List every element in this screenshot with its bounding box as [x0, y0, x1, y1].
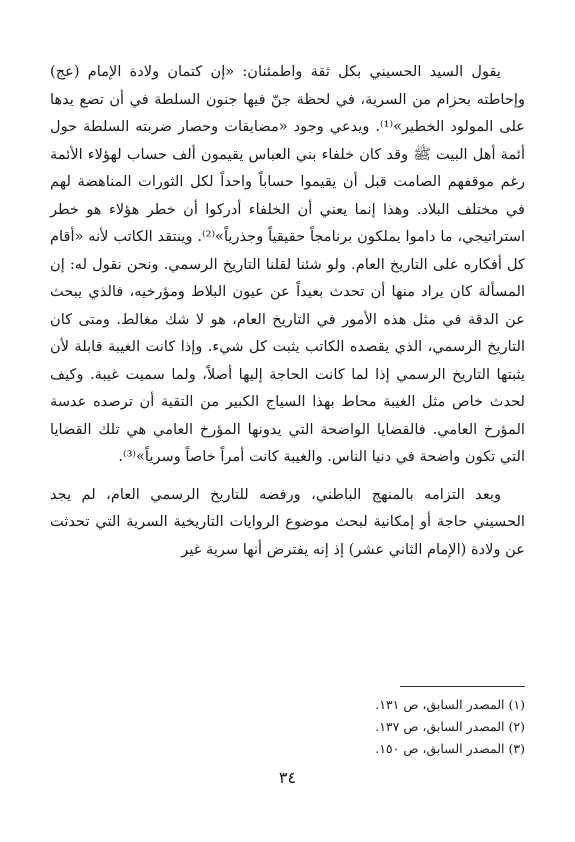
paragraph-1: يقول السيد الحسيني بكل ثقة واطمئنان: «إن كتمان ولادة الإمام (عج) وإحاطته بحزام من السرية، في لحظة جنّ فيها جنون السلطة في أن تضع يدها على المولود الخطير»⁽¹⁾. ويدعي وجود «مضايقات وحصار ضربته السلطة حول أئمة أهل البيت ﷺ وقد كان خلفاء بني العباس يقيمون ألف حساب لهؤلاء الأئمة رغم موقفهم الصامت قبل أن يقيموا حساباً واحداً لكل الثورات المناهضة لهم في مختلف البلاد. وهذا إنما يعني أن الخلفاء أدركوا أن خطر هؤلاء هو خطر استراتيجي، ما داموا يملكون برنامجاً حقيقياً وجذرياً»⁽²⁾. وينتقد الكاتب لأنه «أقام كل أفكاره على التاريخ العام. ولو شئنا لقلنا التاريخ الرسمي. ونحن نقول له: إن المسألة كان يراد منها أن تحدث بعيداً عن عيون البلاط ومؤرخيه، فالذي يبحث عن الدقة في مثل هذه الأمور في التاريخ العام، هو لا شك مغالط. ومتى كان التاريخ الرسمي، الذي يقصده الكاتب يثبت كل شيء. وإذا كانت الغيبة قابلة لأن يثبتها التاريخ الرسمي إذا لما كانت الحاجة إليها أصلاً، ولما سميت غيبة. وكيف لحدث خاص مثل الغيبة محاط بهذا السياج الكبير من التقية أن ترصده عدسة المؤرخ العامي. فالقضايا الواضحة التي يدونها المؤرخ العامي هي تلك القضايا التي تكون واضحة في دنيا الناس. والغيبة كانت أمراً خاصاً وسرياً»⁽³⁾. [50, 63, 526, 465]
footnote-divider [400, 686, 525, 687]
page-number: ٣٤ [278, 768, 297, 787]
footnote-3: (٣) المصدر السابق، ص ١٥٠. [375, 741, 525, 756]
paragraph-2: وبعد التزامه بالمنهج الباطني، ورفضه للتاريخ الرسمي العام، لم يجد الحسيني حاجة أو إمكانية لبحث موضوع الروايات التاريخية السرية التي تحدثت عن ولادة (الإمام الثاني عشر) إذ إنه يفترض أنها سرية غير [50, 485, 525, 558]
footnotes [225, 694, 525, 760]
footnote-2: (٢) المصدر السابق، ص ١٣٧. [375, 719, 525, 734]
main-text [50, 58, 525, 563]
footnote-1: (١) المصدر السابق، ص ١٣١. [375, 697, 525, 712]
